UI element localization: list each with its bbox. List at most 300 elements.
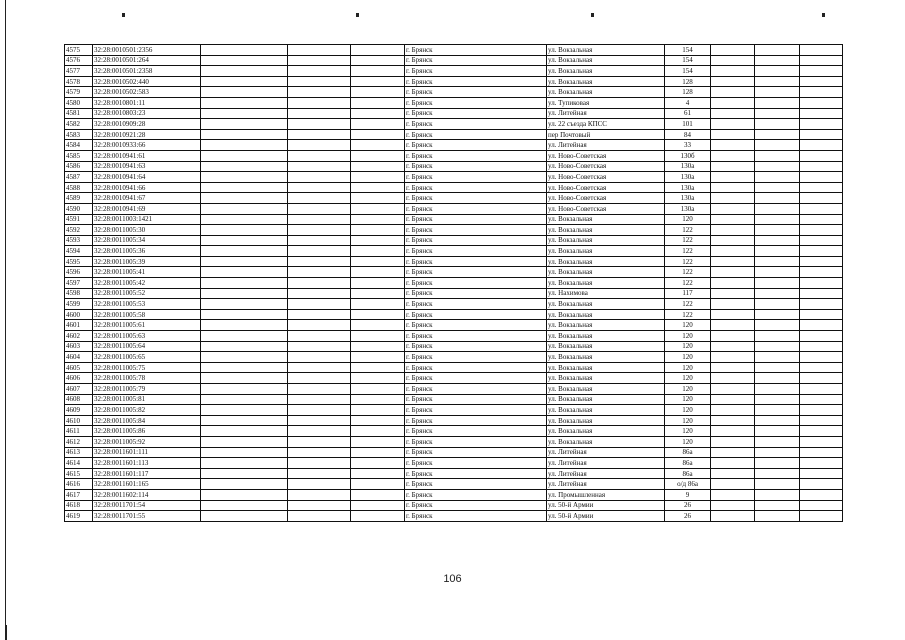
empty-cell	[755, 66, 800, 77]
empty-cell	[288, 66, 351, 77]
empty-cell	[201, 129, 288, 140]
house-number-cell: 130а	[665, 203, 711, 214]
row-number-cell: 4587	[65, 172, 93, 183]
row-number-cell: 4613	[65, 447, 93, 458]
empty-cell	[755, 489, 800, 500]
empty-cell	[201, 309, 288, 320]
street-cell: ул. Вокзальная	[547, 66, 665, 77]
cadastral-number-cell: 32:28:0011005:63	[93, 331, 201, 342]
house-number-cell: 120	[665, 426, 711, 437]
table-row	[65, 161, 843, 172]
table-row	[65, 235, 843, 246]
street-cell: ул. Вокзальная	[547, 405, 665, 416]
empty-cell	[288, 87, 351, 98]
empty-cell	[711, 76, 755, 87]
street-cell: ул. Вокзальная	[547, 225, 665, 236]
row-number-cell: 4586	[65, 161, 93, 172]
empty-cell	[800, 479, 843, 490]
table-row	[65, 405, 843, 416]
house-number-cell: 120	[665, 362, 711, 373]
empty-cell	[755, 288, 800, 299]
cadastral-number-cell: 32:28:0011005:30	[93, 225, 201, 236]
empty-cell	[755, 76, 800, 87]
cadastral-number-cell: 32:28:0011005:36	[93, 246, 201, 257]
empty-cell	[711, 362, 755, 373]
empty-cell	[800, 405, 843, 416]
empty-cell	[201, 182, 288, 193]
house-number-cell: 130б	[665, 150, 711, 161]
table-row	[65, 45, 843, 56]
empty-cell	[288, 362, 351, 373]
empty-cell	[288, 299, 351, 310]
scan-dot	[122, 13, 125, 17]
empty-cell	[755, 479, 800, 490]
empty-cell	[288, 119, 351, 130]
empty-cell	[351, 235, 405, 246]
cadastral-number-cell: 32:28:0011003:1421	[93, 214, 201, 225]
table-row	[65, 436, 843, 447]
house-number-cell: 33	[665, 140, 711, 151]
cadastral-number-cell: 32:28:0010909:28	[93, 119, 201, 130]
empty-cell	[711, 66, 755, 77]
city-cell: г. Брянск	[405, 129, 547, 140]
empty-cell	[288, 203, 351, 214]
empty-cell	[755, 468, 800, 479]
empty-cell	[711, 309, 755, 320]
city-cell: г. Брянск	[405, 341, 547, 352]
empty-cell	[288, 415, 351, 426]
empty-cell	[201, 278, 288, 289]
table-row	[65, 458, 843, 469]
empty-cell	[201, 320, 288, 331]
empty-cell	[201, 299, 288, 310]
empty-cell	[288, 193, 351, 204]
street-cell: ул. Ново-Советская	[547, 161, 665, 172]
empty-cell	[201, 246, 288, 257]
house-number-cell: 86а	[665, 458, 711, 469]
row-number-cell: 4591	[65, 214, 93, 225]
house-number-cell: 154	[665, 66, 711, 77]
empty-cell	[201, 235, 288, 246]
city-cell: г. Брянск	[405, 108, 547, 119]
empty-cell	[755, 458, 800, 469]
empty-cell	[201, 55, 288, 66]
empty-cell	[288, 426, 351, 437]
cadastral-number-cell: 32:28:0011005:42	[93, 278, 201, 289]
cadastral-number-cell: 32:28:0010941:69	[93, 203, 201, 214]
row-number-cell: 4602	[65, 331, 93, 342]
table-row	[65, 447, 843, 458]
city-cell: г. Брянск	[405, 458, 547, 469]
street-cell: ул. Вокзальная	[547, 384, 665, 395]
cadastral-number-cell: 32:28:0011701:54	[93, 500, 201, 511]
cadastral-number-cell: 32:28:0011005:34	[93, 235, 201, 246]
table-row	[65, 214, 843, 225]
empty-cell	[288, 246, 351, 257]
street-cell: ул. Вокзальная	[547, 267, 665, 278]
empty-cell	[755, 140, 800, 151]
empty-cell	[288, 405, 351, 416]
empty-cell	[755, 373, 800, 384]
row-number-cell: 4590	[65, 203, 93, 214]
row-number-cell: 4609	[65, 405, 93, 416]
city-cell: г. Брянск	[405, 45, 547, 56]
house-number-cell: 128	[665, 76, 711, 87]
row-number-cell: 4578	[65, 76, 93, 87]
empty-cell	[800, 415, 843, 426]
empty-cell	[351, 55, 405, 66]
table-row	[65, 384, 843, 395]
empty-cell	[201, 511, 288, 522]
street-cell: ул. Литейная	[547, 479, 665, 490]
row-number-cell: 4582	[65, 119, 93, 130]
empty-cell	[711, 384, 755, 395]
city-cell: г. Брянск	[405, 150, 547, 161]
empty-cell	[800, 225, 843, 236]
empty-cell	[800, 214, 843, 225]
empty-cell	[755, 214, 800, 225]
cadastral-number-cell: 32:28:0011005:65	[93, 352, 201, 363]
empty-cell	[800, 426, 843, 437]
table-row	[65, 203, 843, 214]
empty-cell	[201, 384, 288, 395]
empty-cell	[351, 76, 405, 87]
empty-cell	[351, 119, 405, 130]
cadastral-number-cell: 32:28:0010941:63	[93, 161, 201, 172]
street-cell: ул. 50-й Армии	[547, 511, 665, 522]
empty-cell	[351, 182, 405, 193]
empty-cell	[711, 447, 755, 458]
empty-cell	[800, 87, 843, 98]
cadastral-number-cell: 32:28:0011601:113	[93, 458, 201, 469]
table-row	[65, 140, 843, 151]
empty-cell	[288, 235, 351, 246]
empty-cell	[755, 500, 800, 511]
empty-cell	[711, 468, 755, 479]
row-number-cell: 4608	[65, 394, 93, 405]
house-number-cell: 9	[665, 489, 711, 500]
empty-cell	[288, 309, 351, 320]
city-cell: г. Брянск	[405, 87, 547, 98]
row-number-cell: 4611	[65, 426, 93, 437]
empty-cell	[351, 479, 405, 490]
row-number-cell: 4616	[65, 479, 93, 490]
empty-cell	[288, 458, 351, 469]
city-cell: г. Брянск	[405, 436, 547, 447]
city-cell: г. Брянск	[405, 384, 547, 395]
cadastral-number-cell: 32:28:0011701:55	[93, 511, 201, 522]
empty-cell	[288, 352, 351, 363]
empty-cell	[755, 320, 800, 331]
empty-cell	[351, 203, 405, 214]
empty-cell	[800, 384, 843, 395]
empty-cell	[755, 129, 800, 140]
empty-cell	[351, 384, 405, 395]
empty-cell	[800, 150, 843, 161]
cadastral-number-cell: 32:28:0010501:2358	[93, 66, 201, 77]
city-cell: г. Брянск	[405, 161, 547, 172]
street-cell: ул. Ново-Советская	[547, 203, 665, 214]
empty-cell	[711, 511, 755, 522]
empty-cell	[755, 193, 800, 204]
house-number-cell: 120	[665, 341, 711, 352]
city-cell: г. Брянск	[405, 256, 547, 267]
empty-cell	[351, 193, 405, 204]
cadastral-number-cell: 32:28:0010933:66	[93, 140, 201, 151]
cadastral-number-cell: 32:28:0010941:61	[93, 150, 201, 161]
cadastral-number-cell: 32:28:0011005:79	[93, 384, 201, 395]
house-number-cell: 122	[665, 256, 711, 267]
empty-cell	[201, 172, 288, 183]
empty-cell	[201, 405, 288, 416]
empty-cell	[711, 108, 755, 119]
empty-cell	[755, 225, 800, 236]
empty-cell	[351, 97, 405, 108]
empty-cell	[755, 394, 800, 405]
city-cell: г. Брянск	[405, 76, 547, 87]
empty-cell	[800, 489, 843, 500]
empty-cell	[288, 468, 351, 479]
street-cell: ул. Литейная	[547, 140, 665, 151]
empty-cell	[800, 341, 843, 352]
street-cell: ул. Вокзальная	[547, 87, 665, 98]
house-number-cell: 122	[665, 225, 711, 236]
city-cell: г. Брянск	[405, 415, 547, 426]
empty-cell	[800, 182, 843, 193]
street-cell: ул. Вокзальная	[547, 426, 665, 437]
row-number-cell: 4576	[65, 55, 93, 66]
table-row	[65, 267, 843, 278]
empty-cell	[711, 150, 755, 161]
empty-cell	[351, 394, 405, 405]
page-left-edge	[5, 0, 6, 640]
empty-cell	[711, 479, 755, 490]
empty-cell	[800, 235, 843, 246]
street-cell: ул. Вокзальная	[547, 299, 665, 310]
row-number-cell: 4596	[65, 267, 93, 278]
row-number-cell: 4579	[65, 87, 93, 98]
empty-cell	[288, 129, 351, 140]
empty-cell	[201, 97, 288, 108]
house-number-cell: 120	[665, 415, 711, 426]
empty-cell	[288, 267, 351, 278]
table-row	[65, 66, 843, 77]
cadastral-number-cell: 32:28:0011005:61	[93, 320, 201, 331]
row-number-cell: 4601	[65, 320, 93, 331]
empty-cell	[711, 341, 755, 352]
street-cell: ул. Вокзальная	[547, 246, 665, 257]
street-cell: ул. Вокзальная	[547, 320, 665, 331]
empty-cell	[711, 246, 755, 257]
city-cell: г. Брянск	[405, 309, 547, 320]
empty-cell	[288, 331, 351, 342]
city-cell: г. Брянск	[405, 299, 547, 310]
empty-cell	[201, 140, 288, 151]
city-cell: г. Брянск	[405, 55, 547, 66]
house-number-cell: 101	[665, 119, 711, 130]
house-number-cell: 128	[665, 87, 711, 98]
street-cell: ул. Ново-Советская	[547, 172, 665, 183]
empty-cell	[711, 119, 755, 130]
cadastral-number-cell: 32:28:0010941:66	[93, 182, 201, 193]
cadastral-number-cell: 32:28:0011601:165	[93, 479, 201, 490]
empty-cell	[351, 447, 405, 458]
city-cell: г. Брянск	[405, 203, 547, 214]
row-number-cell: 4575	[65, 45, 93, 56]
empty-cell	[201, 45, 288, 56]
empty-cell	[288, 288, 351, 299]
street-cell: ул. Вокзальная	[547, 214, 665, 225]
row-number-cell: 4588	[65, 182, 93, 193]
empty-cell	[755, 278, 800, 289]
table-row	[65, 341, 843, 352]
row-number-cell: 4619	[65, 511, 93, 522]
scan-dot	[591, 13, 594, 17]
empty-cell	[800, 309, 843, 320]
empty-cell	[351, 511, 405, 522]
empty-cell	[288, 172, 351, 183]
empty-cell	[351, 161, 405, 172]
street-cell: ул. Вокзальная	[547, 415, 665, 426]
house-number-cell: 122	[665, 235, 711, 246]
empty-cell	[711, 235, 755, 246]
empty-cell	[755, 172, 800, 183]
table-row	[65, 373, 843, 384]
cadastral-number-cell: 32:28:0011005:41	[93, 267, 201, 278]
empty-cell	[201, 87, 288, 98]
city-cell: г. Брянск	[405, 278, 547, 289]
empty-cell	[351, 87, 405, 98]
empty-cell	[755, 405, 800, 416]
empty-cell	[800, 352, 843, 363]
row-number-cell: 4607	[65, 384, 93, 395]
city-cell: г. Брянск	[405, 214, 547, 225]
empty-cell	[800, 278, 843, 289]
house-number-cell: 86а	[665, 468, 711, 479]
house-number-cell: 61	[665, 108, 711, 119]
house-number-cell: 130а	[665, 172, 711, 183]
empty-cell	[201, 267, 288, 278]
empty-cell	[755, 45, 800, 56]
empty-cell	[711, 182, 755, 193]
empty-cell	[351, 405, 405, 416]
cadastral-number-cell: 32:28:0011005:52	[93, 288, 201, 299]
table-row	[65, 320, 843, 331]
cadastral-number-cell: 32:28:0011005:84	[93, 415, 201, 426]
table-row	[65, 193, 843, 204]
street-cell: ул. Ново-Советская	[547, 193, 665, 204]
empty-cell	[800, 362, 843, 373]
empty-cell	[288, 45, 351, 56]
cadastral-number-cell: 32:28:0011005:81	[93, 394, 201, 405]
empty-cell	[800, 140, 843, 151]
house-number-cell: 26	[665, 500, 711, 511]
empty-cell	[201, 193, 288, 204]
empty-cell	[201, 150, 288, 161]
row-number-cell: 4593	[65, 235, 93, 246]
empty-cell	[800, 55, 843, 66]
city-cell: г. Брянск	[405, 182, 547, 193]
house-number-cell: 154	[665, 45, 711, 56]
table-row	[65, 150, 843, 161]
empty-cell	[800, 500, 843, 511]
row-number-cell: 4597	[65, 278, 93, 289]
empty-cell	[351, 500, 405, 511]
cadastral-number-cell: 32:28:0010501:264	[93, 55, 201, 66]
table-row	[65, 352, 843, 363]
empty-cell	[288, 436, 351, 447]
row-number-cell: 4603	[65, 341, 93, 352]
street-cell: ул. Вокзальная	[547, 235, 665, 246]
house-number-cell: 120	[665, 384, 711, 395]
table-row	[65, 426, 843, 437]
empty-cell	[351, 458, 405, 469]
empty-cell	[711, 373, 755, 384]
street-cell: ул. Литейная	[547, 458, 665, 469]
empty-cell	[711, 267, 755, 278]
cadastral-number-cell: 32:28:0011602:114	[93, 489, 201, 500]
empty-cell	[711, 278, 755, 289]
empty-cell	[351, 278, 405, 289]
empty-cell	[800, 447, 843, 458]
row-number-cell: 4585	[65, 150, 93, 161]
empty-cell	[288, 214, 351, 225]
empty-cell	[711, 172, 755, 183]
city-cell: г. Брянск	[405, 511, 547, 522]
table-row	[65, 500, 843, 511]
cadastral-number-cell: 32:28:0011005:58	[93, 309, 201, 320]
empty-cell	[288, 108, 351, 119]
empty-cell	[711, 193, 755, 204]
table-row	[65, 331, 843, 342]
row-number-cell: 4583	[65, 129, 93, 140]
table-row	[65, 362, 843, 373]
cadastral-number-cell: 32:28:0010921:28	[93, 129, 201, 140]
empty-cell	[711, 87, 755, 98]
empty-cell	[201, 394, 288, 405]
empty-cell	[800, 468, 843, 479]
cadastral-number-cell: 32:28:0010941:67	[93, 193, 201, 204]
empty-cell	[201, 426, 288, 437]
empty-cell	[351, 362, 405, 373]
city-cell: г. Брянск	[405, 373, 547, 384]
table-row	[65, 489, 843, 500]
street-cell: ул. Вокзальная	[547, 341, 665, 352]
street-cell: ул. Вокзальная	[547, 373, 665, 384]
empty-cell	[288, 161, 351, 172]
empty-cell	[800, 76, 843, 87]
cadastral-number-cell: 32:28:0011005:82	[93, 405, 201, 416]
empty-cell	[800, 320, 843, 331]
table-row	[65, 288, 843, 299]
row-number-cell: 4604	[65, 352, 93, 363]
empty-cell	[201, 341, 288, 352]
empty-cell	[755, 299, 800, 310]
row-number-cell: 4577	[65, 66, 93, 77]
empty-cell	[288, 55, 351, 66]
table-row	[65, 246, 843, 257]
city-cell: г. Брянск	[405, 193, 547, 204]
table-row	[65, 129, 843, 140]
empty-cell	[755, 161, 800, 172]
empty-cell	[201, 331, 288, 342]
street-cell: ул. Тупиковая	[547, 97, 665, 108]
empty-cell	[755, 182, 800, 193]
empty-cell	[351, 172, 405, 183]
house-number-cell: 130а	[665, 182, 711, 193]
scan-dot	[356, 13, 359, 17]
row-number-cell: 4605	[65, 362, 93, 373]
